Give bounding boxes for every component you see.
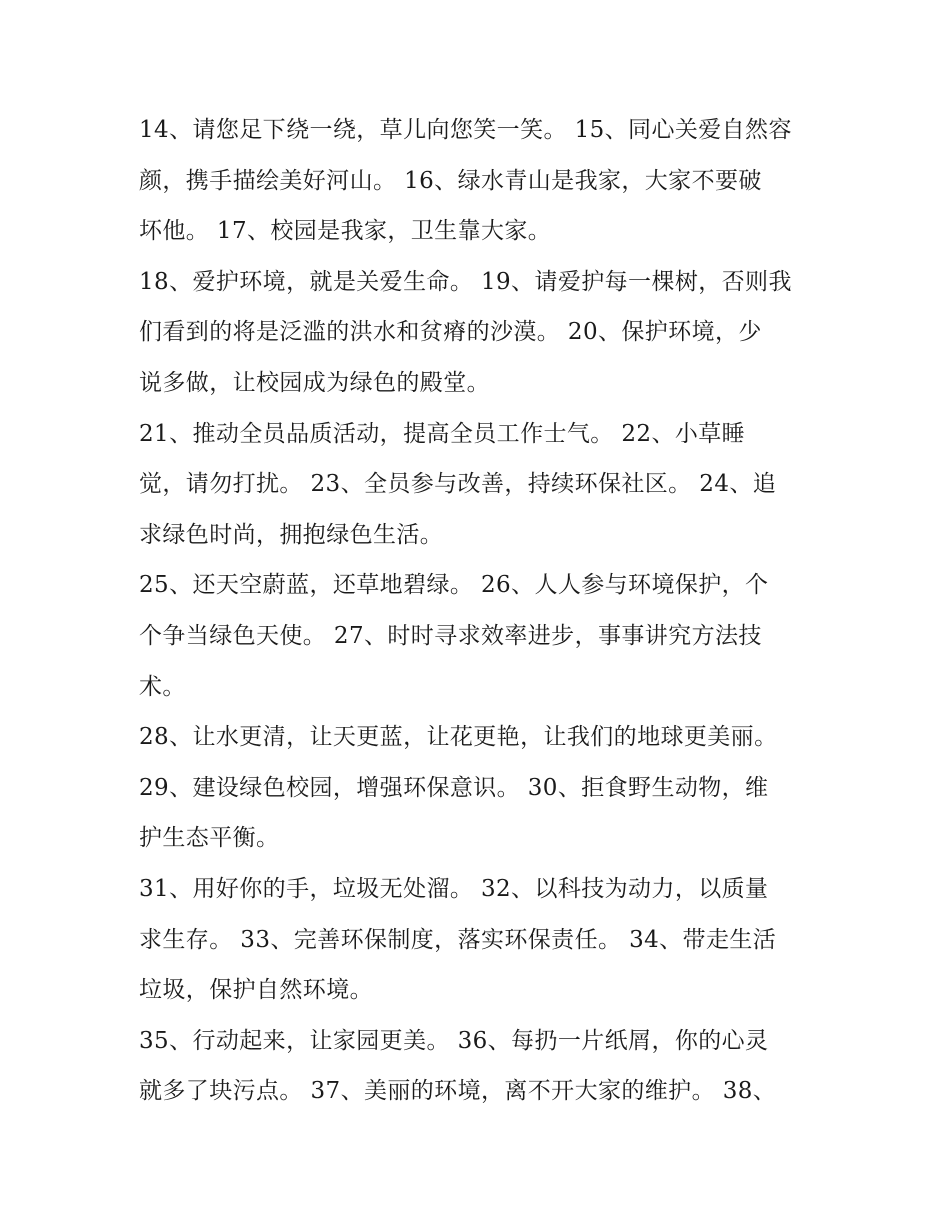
text-line: 29、建设绿色校园，增强环保意识。 30、拒食野生动物，维: [139, 774, 769, 801]
text-line: 垃圾，保护自然环境。: [139, 977, 373, 1004]
text-line: 们看到的将是泛滥的洪水和贫瘠的沙漠。 20、保护环境，少: [139, 319, 762, 346]
text-line: 31、用好你的手，垃圾无处溜。 32、以科技为动力，以质量: [139, 875, 769, 902]
text-line: 术。: [139, 673, 186, 700]
text-line: 25、还天空蔚蓝，还草地碧绿。 26、人人参与环境保护，个: [139, 572, 769, 599]
text-line: 28、让水更清，让天更蓝，让花更艳，让我们的地球更美丽。: [139, 724, 778, 751]
text-line: 18、爱护环境，就是关爱生命。 19、请爱护每一棵树，否则我: [139, 268, 792, 295]
text-line: 护生态平衡。: [139, 825, 280, 852]
text-line: 35、行动起来，让家园更美。 36、每扔一片纸屑，你的心灵: [139, 1027, 769, 1054]
text-line: 求绿色时尚，拥抱绿色生活。: [139, 521, 444, 548]
text-line: 14、请您足下绕一绕，草儿向您笑一笑。 15、同心关爱自然容: [139, 117, 792, 143]
text-line: 说多做，让校园成为绿色的殿堂。: [139, 369, 490, 396]
text-line: 个争当绿色天使。 27、时时寻求效率进步，事事讲究方法技: [139, 622, 762, 649]
text-line: 求生存。 33、完善环保制度，落实环保责任。 34、带走生活: [139, 926, 777, 953]
text-line: 21、推动全员品质活动，提高全员工作士气。 22、小草睡: [139, 420, 746, 447]
text-line: 颜，携手描绘美好河山。 16、绿水青山是我家，大家不要破: [139, 167, 762, 194]
text-line: 就多了块污点。 37、美丽的环境，离不开大家的维护。 38、: [139, 1078, 777, 1105]
slogan-text-block: [139, 105, 819, 1117]
text-line: 坏他。 17、校园是我家，卫生靠大家。: [139, 218, 552, 245]
text-line: 觉，请勿打扰。 23、全员参与改善，持续环保社区。 24、追: [139, 471, 777, 498]
